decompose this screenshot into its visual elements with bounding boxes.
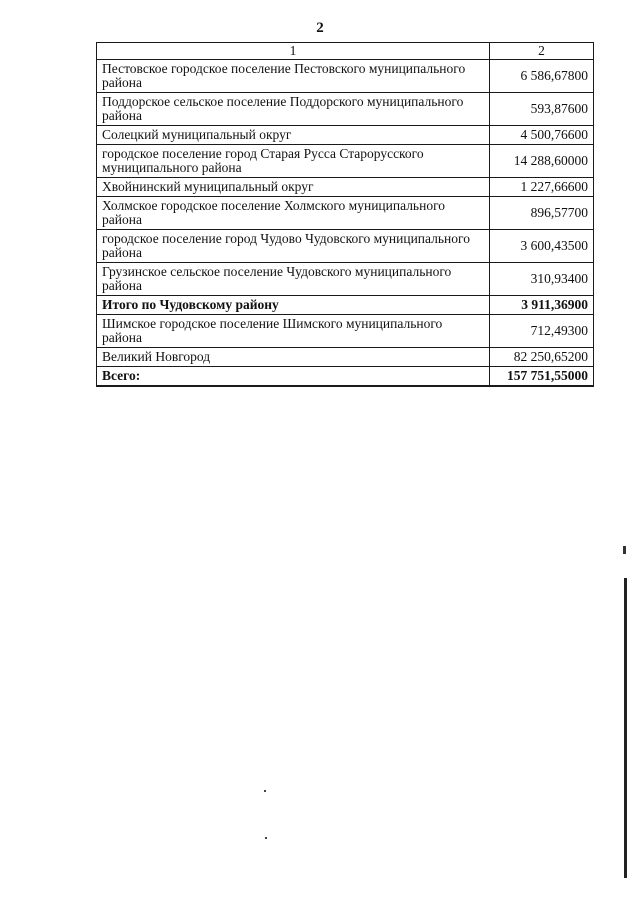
row-name-cell: Пестовское городское поселение Пестовского муниципального района <box>97 60 490 93</box>
scan-speck <box>265 837 267 839</box>
row-value-cell: 593,87600 <box>490 93 594 126</box>
table-row <box>97 60 594 93</box>
row-name-cell: Шимское городское поселение Шимского муниципального района <box>97 315 490 348</box>
page-number: 2 <box>316 20 324 36</box>
row-name-cell: Всего: <box>97 367 490 387</box>
row-name-cell: Хвойнинский муниципальный округ <box>97 178 490 197</box>
scan-edge-mark <box>623 546 626 554</box>
row-value-cell: 6 586,67800 <box>490 60 594 93</box>
row-value-cell: 712,49300 <box>490 315 594 348</box>
table-row <box>97 126 594 145</box>
table-row <box>97 367 594 387</box>
row-value-cell: 4 500,76600 <box>490 126 594 145</box>
row-name-cell: городское поселение город Старая Русса Старорусского муниципального района <box>97 145 490 178</box>
table-row <box>97 296 594 315</box>
row-value-cell: 3 911,36900 <box>490 296 594 315</box>
table-header-row <box>97 43 594 60</box>
row-name-cell: городское поселение город Чудово Чудовского муниципального района <box>97 230 490 263</box>
row-value-cell: 3 600,43500 <box>490 230 594 263</box>
row-value-cell: 82 250,65200 <box>490 348 594 367</box>
row-value-cell: 14 288,60000 <box>490 145 594 178</box>
row-value-cell: 896,57700 <box>490 197 594 230</box>
row-value-cell: 1 227,66600 <box>490 178 594 197</box>
row-name-cell: Поддорское сельское поселение Поддорского муниципального района <box>97 93 490 126</box>
scan-speck <box>264 790 266 792</box>
row-name-cell: Итого по Чудовскому району <box>97 296 490 315</box>
row-name-cell: Великий Новгород <box>97 348 490 367</box>
row-name-cell: Холмское городское поселение Холмского муниципального района <box>97 197 490 230</box>
table-row <box>97 145 594 178</box>
scan-edge-shadow <box>624 578 627 878</box>
table-body <box>97 60 594 387</box>
row-value-cell: 157 751,55000 <box>490 367 594 387</box>
table-row <box>97 197 594 230</box>
column-header-1: 1 <box>97 43 490 60</box>
table-row <box>97 263 594 296</box>
row-name-cell: Грузинское сельское поселение Чудовского муниципального района <box>97 263 490 296</box>
row-name-cell: Солецкий муниципальный округ <box>97 126 490 145</box>
table-row <box>97 315 594 348</box>
table-row <box>97 348 594 367</box>
table-row <box>97 178 594 197</box>
budget-table <box>96 42 594 387</box>
column-header-2: 2 <box>490 43 594 60</box>
table-row <box>97 93 594 126</box>
table-row <box>97 230 594 263</box>
row-value-cell: 310,93400 <box>490 263 594 296</box>
